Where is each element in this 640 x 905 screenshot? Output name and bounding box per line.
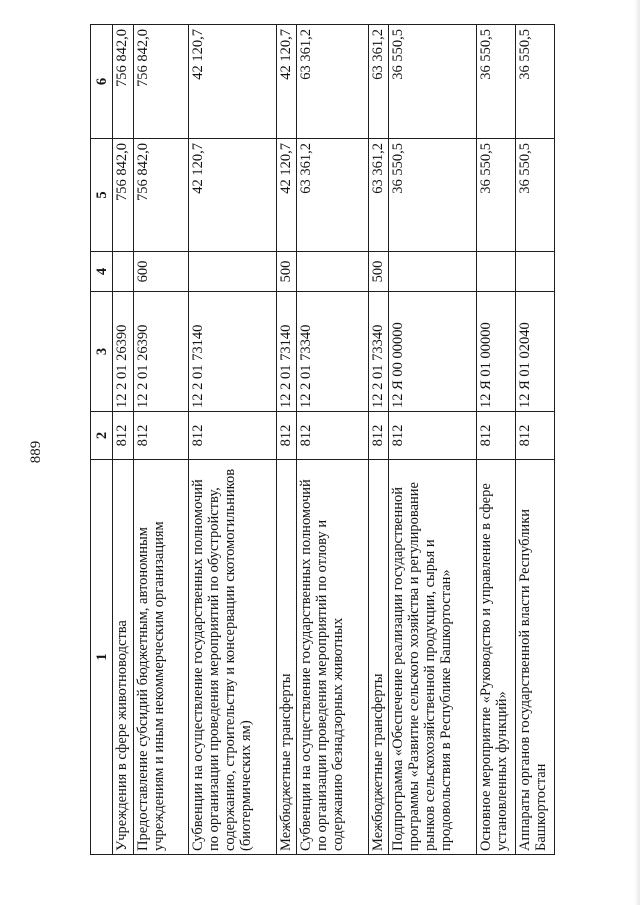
header-col-6: 6 [91, 25, 113, 139]
row-csr: 12 Я 00 00000 [389, 292, 477, 412]
row-csr: 12 2 01 26390 [133, 292, 188, 412]
row-sum-2: 42 120,7 [277, 25, 297, 139]
row-vr [297, 252, 369, 292]
table-row [368, 25, 388, 855]
row-sum-2: 756 842,0 [133, 25, 188, 139]
row-grbs: 812 [389, 412, 477, 460]
row-name: Субвенции на осуществление государственных полномочий по организации проведения мероприятий по обустройству, содержанию, строительству и консервации скотомогильников (биотермических ям) [189, 460, 277, 855]
row-sum-2: 36 550,5 [389, 25, 477, 139]
row-vr: 500 [277, 252, 297, 292]
row-name: Подпрограмма «Обеспечение реализации государственной программы «Развитие сельского хозяйства и регулирование рынков сельскохозяйственной продукции, сырья и продовольствия в Республике Башкортостан» [389, 460, 477, 855]
row-vr: 500 [368, 252, 388, 292]
row-vr [389, 252, 477, 292]
row-sum-2: 36 550,5 [477, 25, 516, 139]
header-col-3: 3 [91, 292, 113, 412]
row-name: Межбюджетные трансферты [368, 460, 388, 855]
row-grbs: 812 [368, 412, 388, 460]
budget-table [90, 24, 555, 855]
row-sum-2: 63 361,2 [297, 25, 369, 139]
row-grbs: 812 [113, 412, 133, 460]
scan-edge [634, 0, 640, 905]
row-sum-1: 756 842,0 [113, 139, 133, 252]
row-sum-2: 756 842,0 [113, 25, 133, 139]
row-csr: 12 2 01 73340 [368, 292, 388, 412]
header-col-5: 5 [91, 139, 113, 252]
row-csr: 12 Я 01 02040 [516, 292, 555, 412]
row-sum-2: 63 361,2 [368, 25, 388, 139]
row-csr: 12 2 01 73340 [297, 292, 369, 412]
row-sum-1: 42 120,7 [189, 139, 277, 252]
row-vr [477, 252, 516, 292]
row-csr: 12 2 01 26390 [113, 292, 133, 412]
rotated-page [90, 25, 555, 855]
table-row [477, 25, 516, 855]
row-grbs: 812 [133, 412, 188, 460]
budget-table-body [91, 25, 555, 855]
page-number: 889 [28, 440, 44, 464]
row-csr: 12 2 01 73140 [189, 292, 277, 412]
table-header-row [91, 25, 113, 855]
row-sum-1: 63 361,2 [368, 139, 388, 252]
row-sum-1: 36 550,5 [389, 139, 477, 252]
table-row [189, 25, 277, 855]
row-csr: 12 Я 01 00000 [477, 292, 516, 412]
table-row [516, 25, 555, 855]
row-grbs: 812 [189, 412, 277, 460]
row-sum-1: 42 120,7 [277, 139, 297, 252]
row-grbs: 812 [297, 412, 369, 460]
row-vr [189, 252, 277, 292]
row-vr [516, 252, 555, 292]
row-name: Межбюджетные трансферты [277, 460, 297, 855]
header-col-1: 1 [91, 460, 113, 855]
row-sum-1: 36 550,5 [477, 139, 516, 252]
row-name: Субвенции на осуществление государственных полномочий по организации проведения мероприятий по отлову и содержанию безнадзорных животных [297, 460, 369, 855]
table-row [297, 25, 369, 855]
row-sum-1: 756 842,0 [133, 139, 188, 252]
table-row [133, 25, 188, 855]
row-grbs: 812 [516, 412, 555, 460]
row-name: Учреждения в сфере животноводства [113, 460, 133, 855]
row-name: Аппараты органов государственной власти Республики Башкортостан [516, 460, 555, 855]
row-grbs: 812 [277, 412, 297, 460]
row-vr: 600 [133, 252, 188, 292]
table-row [113, 25, 133, 855]
table-row [389, 25, 477, 855]
header-col-4: 4 [91, 252, 113, 292]
row-grbs: 812 [477, 412, 516, 460]
table-row [277, 25, 297, 855]
row-sum-2: 42 120,7 [189, 25, 277, 139]
header-col-2: 2 [91, 412, 113, 460]
row-csr: 12 2 01 73140 [277, 292, 297, 412]
row-vr [113, 252, 133, 292]
row-sum-1: 36 550,5 [516, 139, 555, 252]
row-name: Предоставление субсидий бюджетным, автономным учреждениям и иным некоммерческим организациям [133, 460, 188, 855]
row-sum-2: 36 550,5 [516, 25, 555, 139]
row-name: Основное мероприятие «Руководство и управление в сфере установленных функций» [477, 460, 516, 855]
row-sum-1: 63 361,2 [297, 139, 369, 252]
